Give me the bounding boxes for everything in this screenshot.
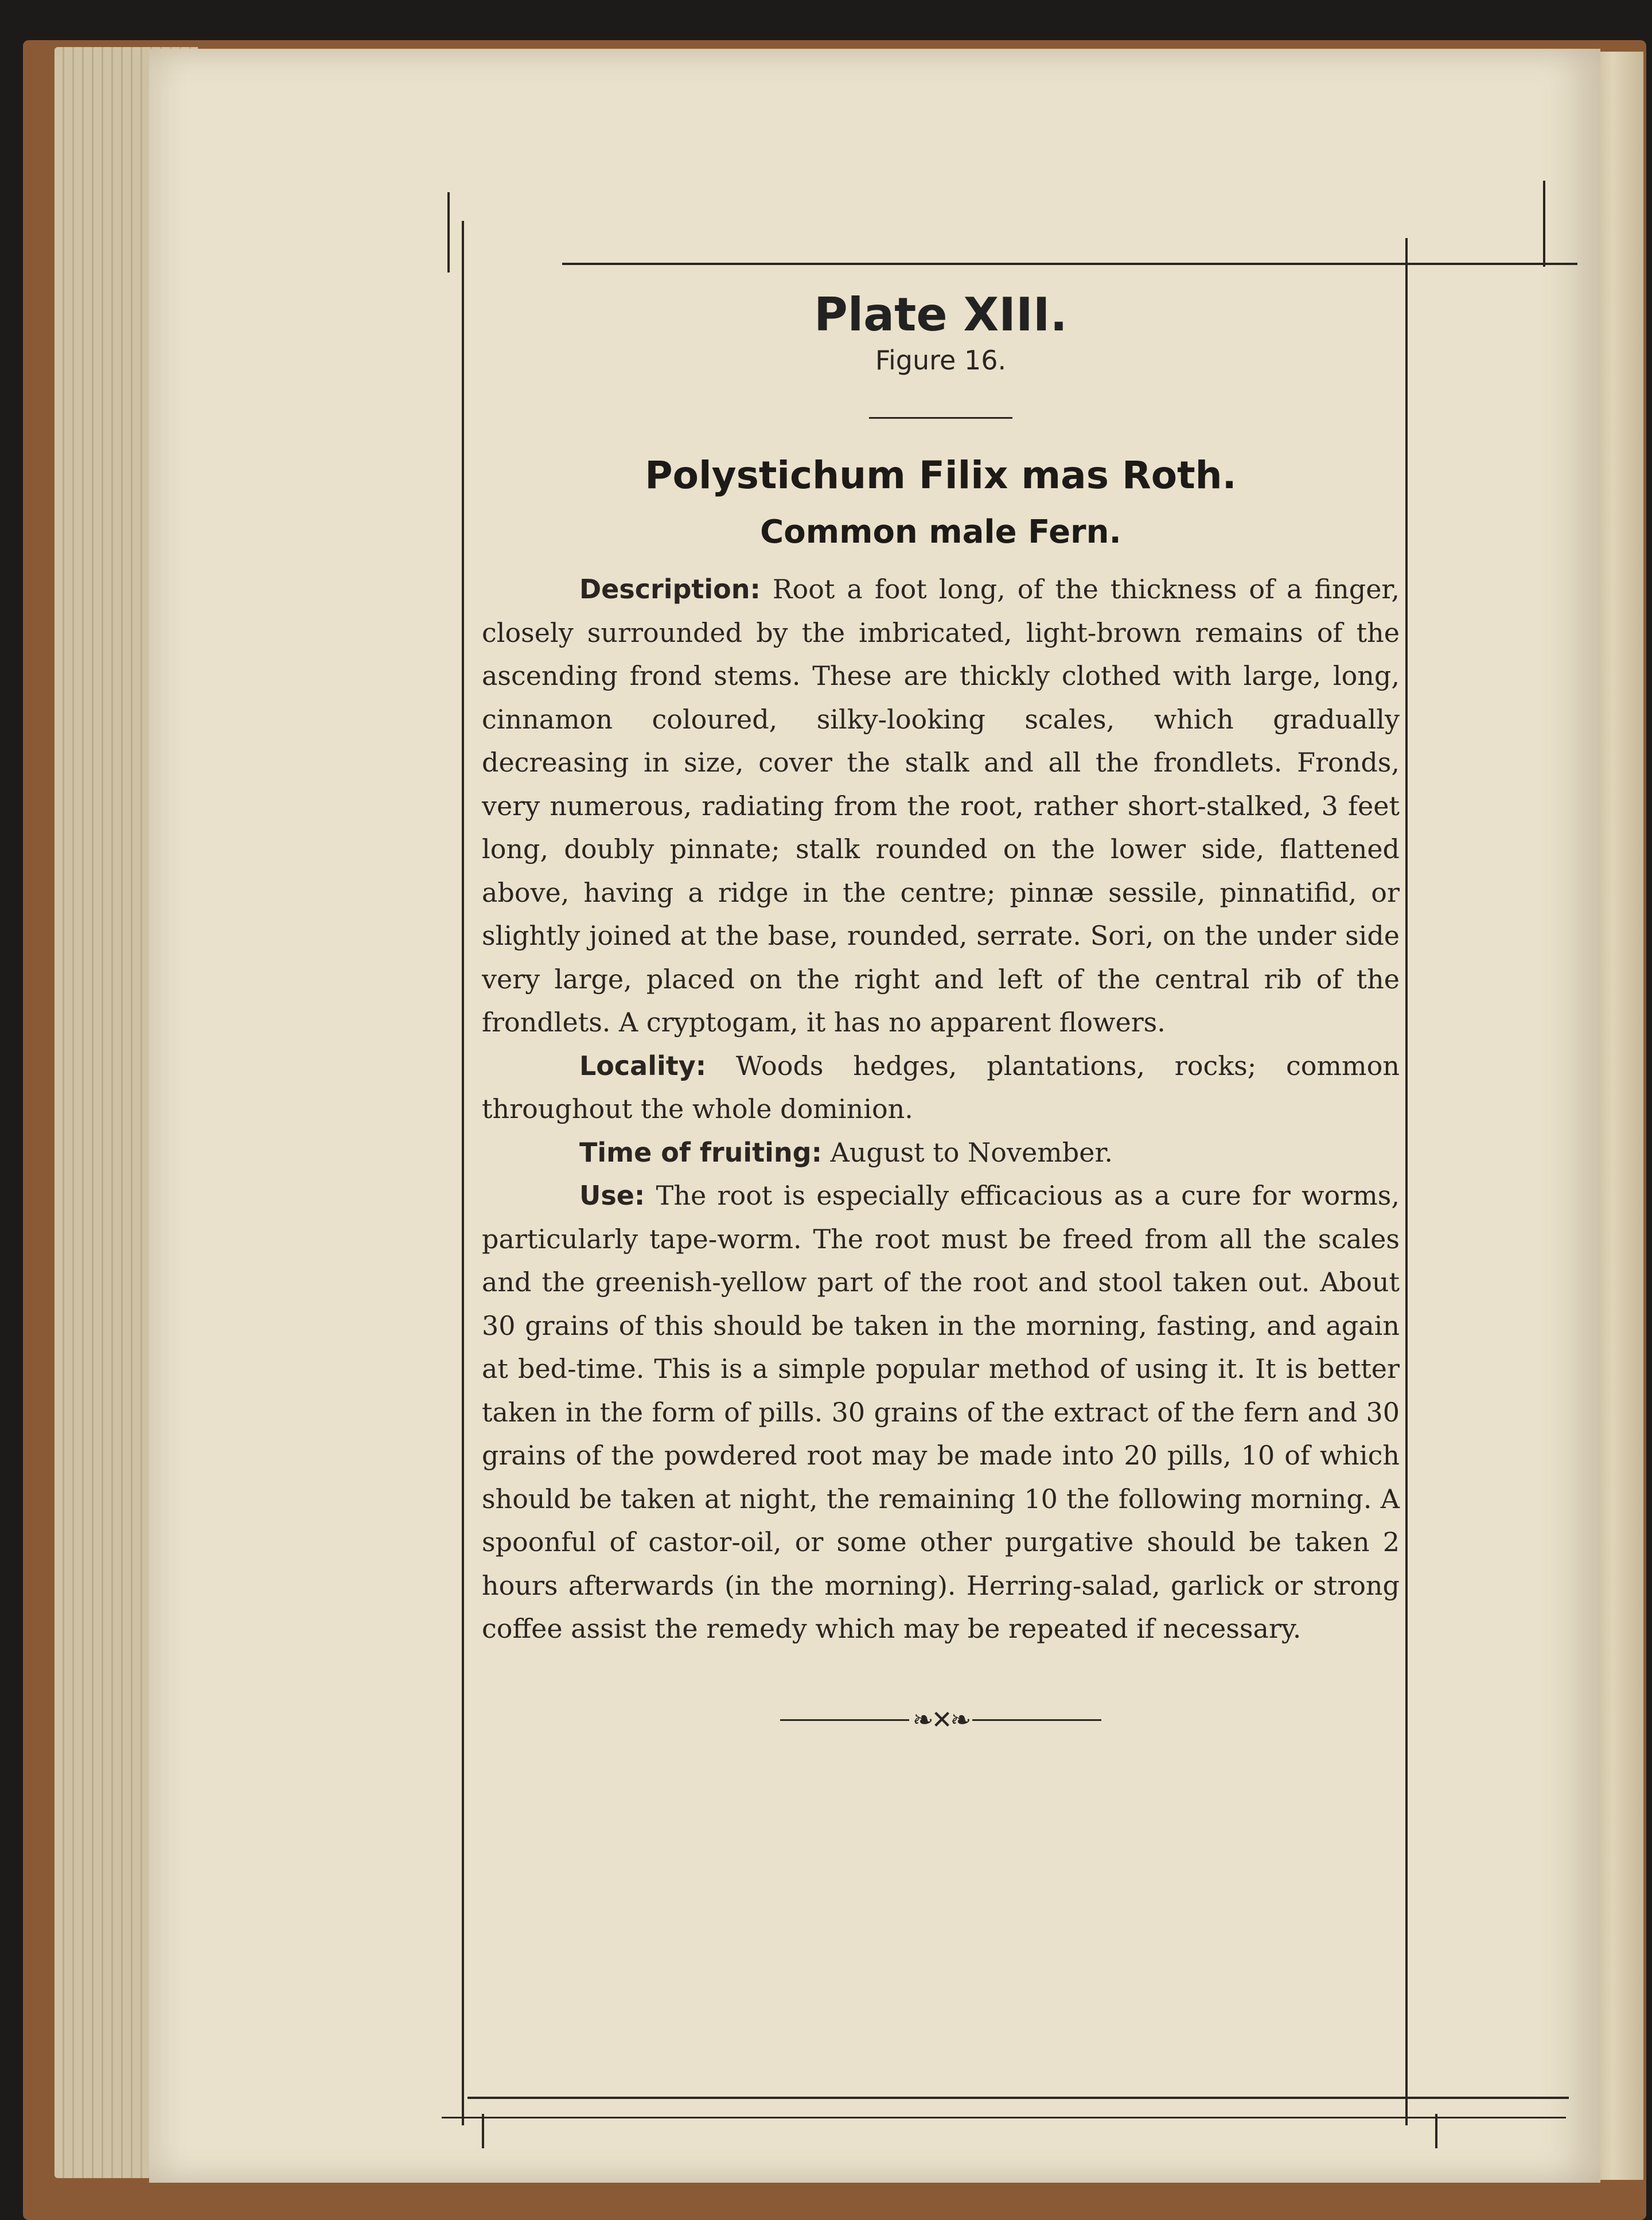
frame-right-rule bbox=[1405, 238, 1408, 2125]
description-label: Description: bbox=[579, 574, 761, 605]
frame-top-right-tick bbox=[1543, 181, 1545, 267]
description-paragraph bbox=[482, 568, 1400, 1045]
ornament-left-line bbox=[780, 1719, 909, 1721]
fruiting-text: August to November. bbox=[821, 1136, 1113, 1168]
locality-text: Woods hedges, plantations, rocks; common throughout the whole dominion. bbox=[482, 1050, 1400, 1124]
description-text: Root a foot long, of the thickness of a finger, closely surrounded by the imbricated, light-brown remains of the ascending frond stems. These are thickly clothed with large, long, cinnamon coloured, silky-looking scales, which gradually decreasing in size, cover the stalk and all the frondlets. Fronds, very numerous, radiating from the root, rather short-stalked, 3 feet long, doubly pinnate; stalk rounded on the lower side, flattened above, having a ridge in the centre; pinnæ sessile, pinnatifid, or slightly joined at the base, rounded, serrate. Sori, on the under side very large, placed on the right and left of the central rib of the frondlets. A cryptogam, it has no apparent flowers. bbox=[482, 574, 1400, 1038]
frame-bottom-right-tick bbox=[1435, 2114, 1437, 2148]
frame-top-left-tick bbox=[447, 192, 450, 272]
plate-text bbox=[482, 290, 1400, 1735]
ornament-right-line bbox=[972, 1719, 1101, 1721]
use-label: Use: bbox=[579, 1180, 645, 1211]
species-common-name: Common male Fern. bbox=[760, 513, 1121, 551]
species-latin-name: Polystichum Filix mas Roth. bbox=[645, 453, 1237, 497]
locality-paragraph bbox=[482, 1045, 1400, 1131]
locality-label: Locality: bbox=[579, 1050, 707, 1081]
frame-bottom-rule bbox=[467, 2097, 1569, 2099]
figure-label: Figure 16. bbox=[875, 345, 1007, 376]
closing-ornament bbox=[780, 1705, 1101, 1735]
frame-top-rule bbox=[562, 263, 1577, 265]
fruiting-label: Time of fruiting: bbox=[579, 1136, 822, 1168]
frame-left-rule bbox=[462, 221, 464, 2125]
title-divider bbox=[869, 417, 1012, 419]
ornament-glyph: ❧✕❧ bbox=[912, 1705, 969, 1735]
fruiting-paragraph bbox=[482, 1131, 1400, 1175]
use-paragraph bbox=[482, 1174, 1400, 1651]
use-text: The root is especially efficacious as a cure for worms, particularly tape-worm. The root must be freed from all the scales and the greenish-yellow part of the root and stool taken out. About 30 grains of this should be taken in the morning, fasting, and again at bed-time. This is a simple popular method of using it. It is better taken in the form of pills. 30 grains of the extract of the fern and 30 grains of the powdered root may be made into 20 pills, 10 of which should be taken at night, the remaining 10 the following morning. A spoonful of castor-oil, or some other purgative should be taken 2 hours afterwards (in the morning). Herring-salad, garlick or strong coffee assist the remedy which may be repeated if necessary. bbox=[482, 1180, 1400, 1644]
plate-title: Plate XIII. bbox=[814, 288, 1067, 341]
frame-bottom-left-tick bbox=[482, 2114, 484, 2148]
frame-bottom-outer-rule bbox=[442, 2117, 1566, 2118]
